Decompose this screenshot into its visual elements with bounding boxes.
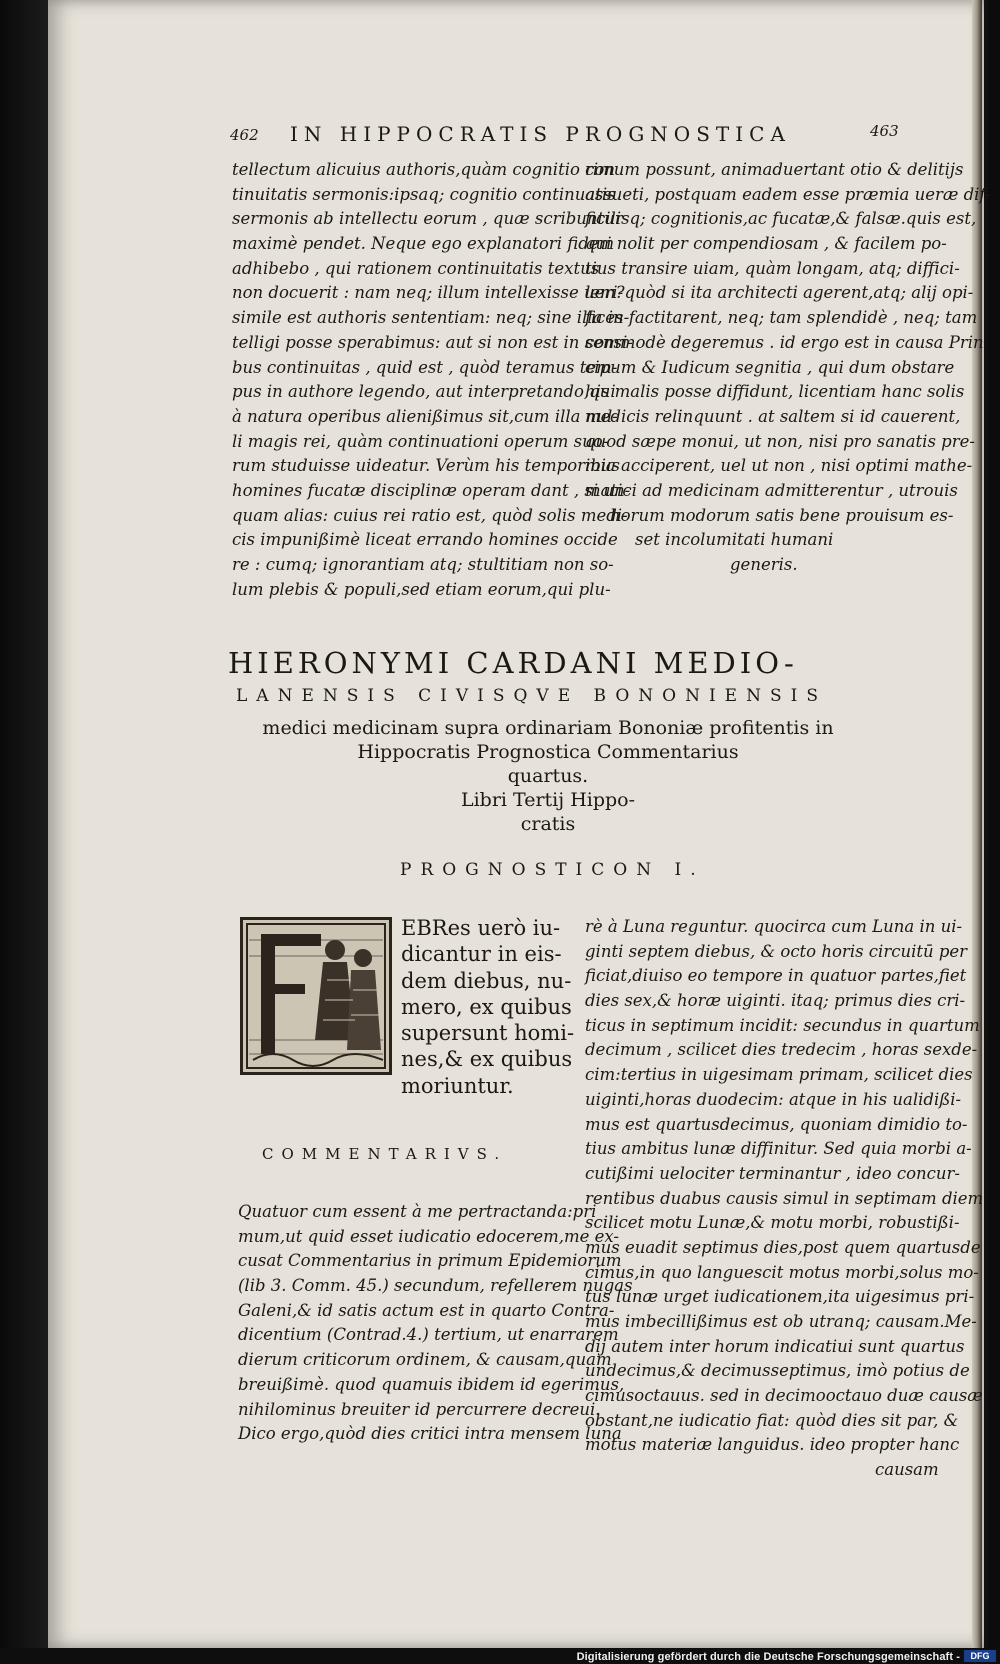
text-line: ginti septem diebus, & octo horis circuitū per [585, 941, 968, 961]
aphorism-line: dem diebus, nu- [401, 968, 572, 993]
text-column-bottom-left [238, 1200, 633, 1447]
footer-credit: Digitalisierung gefördert durch die Deutsche Forschungsgemeinschaft - [576, 1651, 960, 1663]
text-line: rimum possunt, animaduertant otio & delitijs [585, 160, 964, 179]
text-line: homines fucatæ disciplinæ operam dant , si un- [232, 480, 631, 500]
text-column-top-left [232, 158, 633, 602]
text-line: commodè degeremus . id ergo est in causa Prin [585, 332, 984, 352]
text-line: maximè pendet. Neque ego explanatori fidem [232, 234, 615, 254]
text-line: cimus,in quo languescit motus morbi,solus mo- [585, 1262, 979, 1282]
chapter-subtitle: LANENSIS CIVISQVE BONONIENSIS [236, 686, 827, 706]
description-line: Hippocratis Prognostica Commentarius [357, 741, 739, 763]
text-line: tellectum alicuius authoris,quàm cognitio con [232, 160, 615, 179]
text-line: ficilisq; cognitionis,ac fucatæ,& falsæ.quis est, [585, 209, 977, 229]
woodcut-illustration [243, 920, 389, 1072]
commentary-heading: COMMENTARIVS. [262, 1145, 508, 1163]
section-heading: PROGNOSTICON I. [400, 860, 705, 880]
text-line: tus lunæ urget iudicationem,ita uigesimus pri- [585, 1287, 975, 1307]
text-line: quod sæpe monui, ut non, nisi pro sanatis pre- [585, 431, 975, 451]
text-line: medicis relinquunt . at saltem si id cauerent, [585, 406, 961, 426]
chapter-title: HIERONYMI CARDANI MEDIO- [228, 646, 798, 680]
running-title: IN HIPPOCRATIS PROGNOSTICA [290, 122, 791, 146]
text-line: Galeni,& id satis actum est in quarto Contra- [238, 1300, 615, 1320]
text-line: (lib 3. Comm. 45.) secundum, refellerem nugas [238, 1276, 633, 1296]
chapter-description [228, 716, 868, 836]
page-number-right: 463 [870, 122, 899, 140]
text-line: assueti, postquam eadem esse præmia ueræ dif- [585, 184, 991, 204]
text-line: simile est authoris sententiam: neq; sine illa in- [232, 308, 630, 328]
text-line: mus euadit septimus dies,post quem quartusde [585, 1237, 981, 1257]
text-line: cis impunißimè liceat errando homines occide [232, 530, 618, 550]
text-line: rum studuisse uideatur. Verùm his temporibus [232, 456, 620, 476]
text-line: motus materiæ languidus. ideo propter hanc [585, 1435, 960, 1455]
text-line: his malis posse diffidunt, licentiam hanc solis [585, 382, 965, 402]
text-line: mus est quartusdecimus, quoniam dimidio to- [585, 1114, 968, 1134]
text-line: ticus in septimum incidit: secundus in quartum [585, 1015, 980, 1035]
text-line: mum,ut quid esset iudicatio edocerem,me ex- [238, 1226, 620, 1246]
text-line: generis. [730, 555, 798, 574]
text-line: lem?quòd si ita architecti agerent,atq; alij opi- [585, 283, 974, 303]
text-line: decimum , scilicet dies tredecim , horas sexde- [585, 1040, 978, 1060]
text-column-bottom-right [585, 915, 983, 1483]
text-line: tius transire uiam, quàm longam, atq; diffici- [585, 258, 960, 278]
woodcut-initial-f [240, 917, 392, 1075]
aphorism-line: EBRes uerò iu- [401, 916, 561, 940]
text-line: uiginti,horas duodecim: atque in his ualidißi- [585, 1089, 962, 1109]
dfg-logo-icon: DFG [964, 1650, 996, 1662]
text-line: cimusoctauus. sed in decimooctauo duæ causæ [585, 1386, 983, 1406]
text-column-top-right [585, 158, 991, 578]
catchword: causam [875, 1460, 939, 1480]
aphorism-line: nes,& ex quibus [401, 1047, 573, 1072]
text-line: tius ambitus lunæ diffinitur. Sed quia morbi a- [585, 1139, 972, 1159]
text-line: matici ad medicinam admitterentur , utrouis [585, 480, 958, 500]
text-line: cim:tertius in uigesimam primam, scilicet dies [585, 1065, 973, 1085]
text-line: fices factitarent, neq; tam splendidè , neq; tam [585, 308, 978, 328]
text-line: dicentium (Contrad.4.) tertium, ut enarrarem [238, 1325, 619, 1345]
text-line: rè à Luna reguntur. quocirca cum Luna in ui- [585, 917, 963, 936]
text-line: quam alias: cuius rei ratio est, quòd solis medi- [232, 505, 628, 525]
text-line: re : cumq; ignorantiam atq; stultitiam non so- [232, 555, 614, 574]
text-line: scilicet motu Lunæ,& motu morbi, robustißi- [585, 1213, 960, 1233]
aphorism-line: mero, ex quibus [401, 994, 572, 1019]
text-line: à natura operibus alienißimus sit,cum illa nul- [232, 406, 618, 426]
text-line: telligi posse sperabimus: aut si non est in sensi- [232, 332, 633, 352]
text-line: rentibus duabus causis simul in septimam diem [585, 1188, 984, 1208]
text-line: dies sex,& horæ uiginti. itaq; primus dies cri- [585, 991, 966, 1011]
description-line: medici medicinam supra ordinariam Bononiæ profitentis in [262, 717, 834, 739]
aphorism-line: moriuntur. [401, 1073, 514, 1098]
text-line: cutißimi uelociter terminantur , ideo concur- [585, 1163, 960, 1183]
text-line: sermonis ab intellectu eorum , quæ scribuntur [232, 209, 623, 229]
text-line: Quatuor cum essent à me pertractanda:pri [238, 1202, 597, 1221]
opening-aphorism [401, 915, 574, 1099]
footer-bar [0, 1648, 1000, 1664]
text-line: dierum criticorum ordinem, & causam,quam [238, 1350, 612, 1370]
text-line: bus continuitas , quid est , quòd teramus tem- [232, 357, 618, 377]
text-line: li magis rei, quàm continuationi operum suo- [232, 431, 609, 451]
text-line: cusat Commentarius in primum Epidemiorum [238, 1251, 622, 1271]
aphorism-line: supersunt homi- [401, 1021, 575, 1046]
running-header [230, 122, 930, 152]
description-line: cratis [520, 813, 576, 835]
text-line: adhibebo , qui rationem continuitatis textus [232, 258, 600, 278]
text-line: tinuitatis sermonis:ipsaq; cognitio continuatis [232, 184, 616, 204]
description-line: quartus. [507, 765, 589, 787]
text-line: lum plebis & populi,sed etiam eorum,qui plu- [232, 579, 611, 599]
text-line: breuißimè. quod quamuis ibidem id egerimus, [238, 1374, 625, 1394]
text-line: horum modorum satis bene prouisum es- [610, 505, 954, 525]
scan-margin-left [0, 0, 48, 1648]
text-line: non docuerit : nam neq; illum intellexisse ueri- [232, 283, 624, 303]
text-line: dij autem inter horum indicatiui sunt quartus [585, 1336, 965, 1356]
text-line: qui nolit per compendiosam , & facilem po- [585, 234, 947, 254]
text-line: mia acciperent, uel ut non , nisi optimi mathe- [585, 456, 973, 476]
text-line: undecimus,& decimusseptimus, imò potius de [585, 1361, 970, 1381]
text-line: pus in authore legendo, aut interpretando,qui [232, 382, 616, 402]
description-line: Libri Tertij Hippo- [460, 789, 636, 811]
text-line: mus imbecillißimus est ob utranq; causam.Me- [585, 1312, 977, 1331]
chapter-title-block [228, 646, 928, 836]
text-line: Dico ergo,quòd dies critici intra mensem luna [238, 1424, 622, 1444]
text-line: cipum & Iudicum segnitia , qui dum obstare [585, 357, 955, 377]
page-number-left: 462 [230, 126, 259, 144]
text-line: obstant,ne iudicatio fiat: quòd dies sit par, & [585, 1410, 959, 1430]
text-line: nihilominus breuiter id percurrere decreui. [238, 1399, 601, 1419]
aphorism-line: dicantur in eis- [401, 942, 562, 967]
text-line: ficiat,diuiso eo tempore in quatuor partes,fiet [585, 966, 967, 986]
text-line: set incolumitati humani [635, 530, 834, 550]
